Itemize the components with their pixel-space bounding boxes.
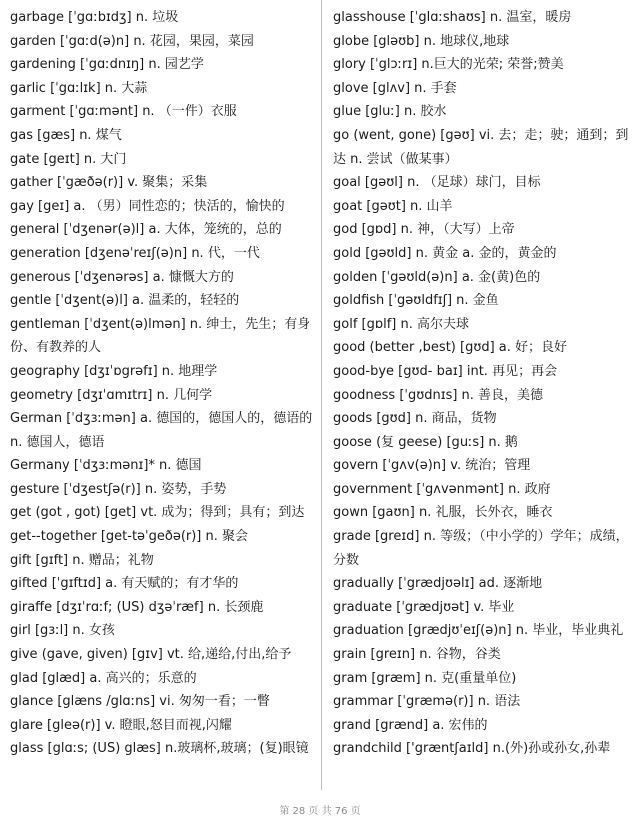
vocabulary-entry: goose (复 geese) [guːs] n. 鹅 <box>333 434 518 450</box>
vocabulary-entry: gradually [ˈgrædjʊəlɪ] ad. 逐渐地 <box>333 576 543 592</box>
vocabulary-entry: gifted [ˈgɪftɪd] a. 有天赋的；有才华的 <box>10 576 239 592</box>
vocabulary-entry: goat [gəʊt] n. 山羊 <box>333 198 453 214</box>
right-column <box>333 6 639 761</box>
vocabulary-entry: goal [gəʊl] n. （足球）球门，目标 <box>333 175 541 191</box>
vocabulary-entry: generous [ˈdʒenərəs] a. 慷慨大方的 <box>10 269 234 285</box>
vocabulary-entry: garment [ˈgɑːmənt] n. （一件）衣服 <box>10 104 237 120</box>
vocabulary-entry: gentle [ˈdʒent(ə)l] a. 温柔的，轻轻的 <box>10 293 240 309</box>
vocabulary-entry: Germany [ˈdʒɜːmənɪ]* n. 德国 <box>10 458 202 474</box>
vocabulary-entry: geometry [dʒɪˈɑmɪtrɪ] n. 几何学 <box>10 387 213 403</box>
vocabulary-entry: goods [gʊd] n. 商品，货物 <box>333 411 497 427</box>
vocabulary-entry: glass [glɑːs; (US) glæs] n.玻璃杯,玻璃；(复)眼镜 <box>10 741 309 757</box>
vocabulary-entry: god [gɒd] n. 神，（大写）上帝 <box>333 222 515 238</box>
vocabulary-entry: glare [gleə(r)] v. 瞪眼,怒目而视,闪耀 <box>10 717 232 733</box>
vocabulary-entry: gentleman [ˈdʒent(ə)lmən] n. 绅士，先生；有身份、有教养的人 <box>10 316 311 356</box>
vocabulary-entry: glasshouse [ˈglɑːshaʊs] n. 温室，暖房 <box>333 10 572 25</box>
vocabulary-entry: grammar [ˈgræmə(r)] n. 语法 <box>333 694 521 710</box>
vocabulary-entry: goldfish [ˈgəʊldfɪʃ] n. 金鱼 <box>333 293 499 309</box>
vocabulary-entry: glory [ˈglɔːrɪ] n.巨大的光荣; 荣誉;赞美 <box>333 57 564 73</box>
vocabulary-entry: get--together [get-təˈgeðə(r)] n. 聚会 <box>10 529 249 545</box>
vocabulary-entry: gift [gɪft] n. 赠品；礼物 <box>10 552 154 568</box>
vocabulary-entry: garden [ˈgɑːd(ə)n] n. 花园，果园，菜园 <box>10 33 254 49</box>
vocabulary-entry: gesture [ˈdʒestʃə(r)] n. 姿势，手势 <box>10 481 227 497</box>
vocabulary-entry: gold [gəʊld] n. 黄金 a. 金的，黄金的 <box>333 245 557 261</box>
vocabulary-entry: grandchild ['græntʃaɪld] n.(外)孙或孙女,孙辈 <box>333 741 611 757</box>
vocabulary-entry: government [ˈgʌvənmənt] n. 政府 <box>333 481 551 497</box>
vocabulary-entry: gather [ˈgæðə(r)] v. 聚集；采集 <box>10 175 208 191</box>
vocabulary-entry: generation [dʒenəˈreɪʃ(ə)n] n. 代，一代 <box>10 245 260 261</box>
vocabulary-entry: go (went, gone) [gəʊ] vi. 去；走；驶；通到；到达 n. 尝试（做某事） <box>333 127 629 167</box>
vocabulary-entry: give (gave, given) [gɪv] vt. 给,递给,付出,给予 <box>10 647 292 663</box>
vocabulary-entry: good (better ,best) [gʊd] a. 好；良好 <box>333 340 568 356</box>
vocabulary-entry: get (got , got) [get] vt. 成为；得到；具有；到达 <box>10 505 305 521</box>
vocabulary-entry: gardening [ˈgɑːdnɪŋ] n. 园艺学 <box>10 57 204 73</box>
left-column <box>10 6 316 761</box>
vocabulary-entry: glad [glæd] a. 高兴的；乐意的 <box>10 670 197 686</box>
vocabulary-entry: graduate [ˈgrædjʊət] v. 毕业 <box>333 599 515 615</box>
vocabulary-entry: grand [grænd] a. 宏伟的 <box>333 717 488 733</box>
vocabulary-entry: gown [gaʊn] n. 礼服，长外衣，睡衣 <box>333 505 553 521</box>
vocabulary-entry: geography [dʒɪˈɒgrəfɪ] n. 地理学 <box>10 363 218 379</box>
vocabulary-entry: glove [glʌv] n. 手套 <box>333 80 457 96</box>
vocabulary-entry: globe [gləʊb] n. 地球仪,地球 <box>333 33 510 49</box>
column-divider <box>321 0 322 790</box>
vocabulary-entry: grade [greɪd] n. 等级；（中小学的）学年；成绩，分数 <box>333 529 629 568</box>
vocabulary-entry: golf [gɒlf] n. 高尔夫球 <box>333 316 469 332</box>
vocabulary-entry: goodness [ˈgʊdnɪs] n. 善良，美德 <box>333 387 544 403</box>
vocabulary-entry: good-bye [gʊd- baɪ] int. 再见；再会 <box>333 363 558 379</box>
vocabulary-entry: general [ˈdʒenər(ə)l] a. 大体，笼统的，总的 <box>10 222 282 238</box>
vocabulary-entry: gay [geɪ] a. （男）同性恋的；快活的，愉快的 <box>10 198 285 214</box>
vocabulary-entry: garlic [ˈgɑːlɪk] n. 大蒜 <box>10 80 148 96</box>
vocabulary-entry: graduation [grædjʊˈeɪʃ(ə)n] n. 毕业，毕业典礼 <box>333 623 624 639</box>
vocabulary-entry: German [ˈdʒɜːmən] a. 德国的，德国人的，德语的 n. 德国人，德语 <box>10 411 313 450</box>
vocabulary-entry: gas [gæs] n. 煤气 <box>10 127 122 143</box>
vocabulary-entry: grain [greɪn] n. 谷物，谷类 <box>333 647 501 663</box>
vocabulary-entry: giraffe [dʒɪˈrɑːf; (US) dʒəˈræf] n. 长颈鹿 <box>10 599 264 615</box>
vocabulary-entry: gate [geɪt] n. 大门 <box>10 151 127 167</box>
vocabulary-entry: girl [gɜːl] n. 女孩 <box>10 623 115 639</box>
page-footer: 第 28 页 共 76 页 <box>279 806 361 817</box>
vocabulary-entry: golden [ˈgəʊld(ə)n] a. 金(黄)色的 <box>333 269 541 285</box>
vocabulary-entry: glance [glæns /glɑːns] vi. 匆匆一看；一瞥 <box>10 694 270 710</box>
vocabulary-entry: glue [gluː] n. 胶水 <box>333 104 447 120</box>
vocabulary-entry: govern [ˈgʌv(ə)n] v. 统治；管理 <box>333 458 531 474</box>
vocabulary-entry: garbage [ˈgɑːbɪdʒ] n. 垃圾 <box>10 10 179 25</box>
vocabulary-entry: gram [græm] n. 克(重量单位) <box>333 670 517 686</box>
